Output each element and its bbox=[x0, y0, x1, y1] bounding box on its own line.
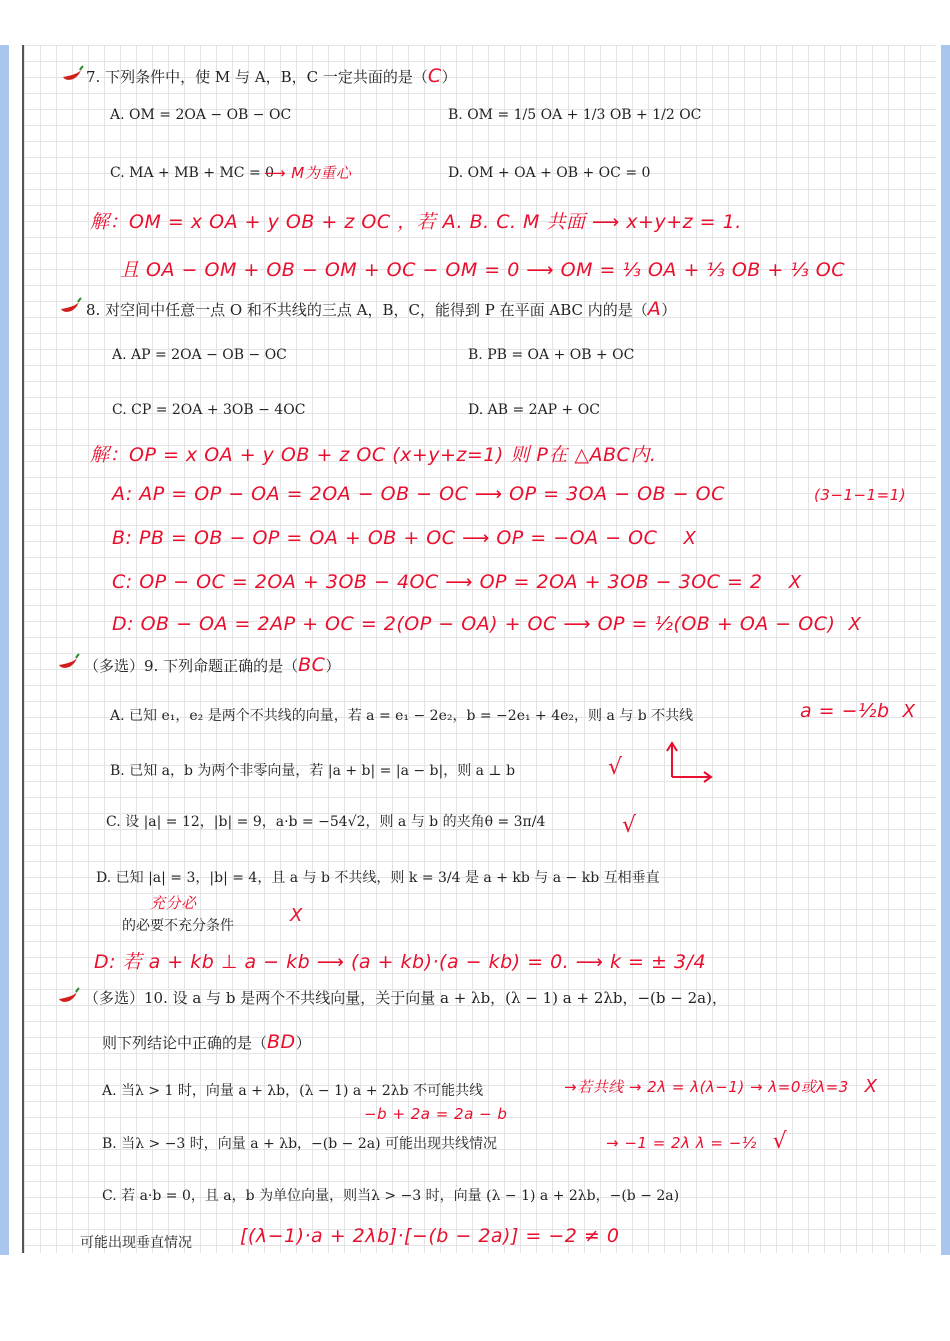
chili-pepper-icon bbox=[56, 653, 80, 671]
q8-option-d: D. AB = 2AP + OC bbox=[468, 402, 600, 418]
q8-solution-intro: 解：OP = x OA + y OB + z OC (x+y+z=1) 则 P在 △ABC内. bbox=[90, 444, 657, 466]
q7-option-d: D. OM + OA + OB + OC = 0 bbox=[448, 165, 651, 181]
q8-option-a: A. AP = 2OA − OB − OC bbox=[112, 347, 287, 363]
q7-option-b: B. OM = 1/5 OA + 1/3 OB + 1/2 OC bbox=[448, 107, 702, 123]
chili-pepper-icon bbox=[56, 987, 80, 1005]
chili-pepper-icon bbox=[58, 297, 82, 315]
q7-solution-line2: 且 OA − OM + OB − OM + OC − OM = 0 ⟶ OM = ⅓ OA + ⅓ OB + ⅓ OC bbox=[120, 259, 846, 281]
q10-stem-continued: 则下列结论中正确的是（BD） bbox=[102, 1031, 311, 1053]
right-blue-margin bbox=[941, 45, 950, 1255]
q9-option-a: A. 已知 e₁，e₂ 是两个不共线的向量，若 a = e₁ − 2e₂，b = −2e₁ + 4e₂，则 a 与 b 不共线 bbox=[110, 708, 694, 724]
q9-option-d: D. 已知 |a| = 3，|b| = 4，且 a 与 b 不共线，则 k = 3/4 是 a + kb 与 a − kb 互相垂直 bbox=[96, 870, 660, 886]
q9-b-check-mark: √ bbox=[608, 755, 623, 780]
q7-answer: C bbox=[427, 65, 442, 87]
q7-option-a: A. OM = 2OA − OB − OC bbox=[110, 107, 292, 123]
q9-option-b: B. 已知 a，b 为两个非零向量，若 |a + b| = |a − b|，则 a ⊥ b bbox=[110, 763, 516, 779]
q8-solution-c: C: OP − OC = 2OA + 3OB − 4OC ⟶ OP = 2OA + 3OB − 3OC = 2 X bbox=[112, 571, 802, 593]
q10-option-c-continued: 可能出现垂直情况 bbox=[80, 1235, 192, 1251]
q7-solution-line1: 解：OM = x OA + y OB + z OC ，若 A. B. C. M 共面 ⟶ x+y+z = 1. bbox=[90, 211, 742, 233]
q9-option-d-note: 充分必 bbox=[150, 894, 197, 912]
q8-d-cross-mark: X bbox=[848, 614, 862, 635]
q8-option-b: B. PB = OA + OB + OC bbox=[468, 347, 635, 363]
q10-answer: BD bbox=[267, 1031, 296, 1053]
perpendicular-arrows-icon bbox=[664, 739, 714, 783]
q8-solution-a: A: AP = OP − OA = 2OA − OB − OC ⟶ OP = 3OA − OB − OC bbox=[112, 483, 725, 505]
worksheet-page bbox=[22, 45, 936, 1253]
q9-answer: BC bbox=[298, 654, 326, 676]
q8-stem: 8. 对空间中任意一点 O 和不共线的三点 A，B，C，能得到 P 在平面 ABC 内的是（A） bbox=[86, 298, 677, 320]
q8-option-c: C. CP = 2OA + 3OB − 4OC bbox=[112, 402, 306, 418]
q10-option-a: A. 当λ > 1 时，向量 a + λb，(λ − 1) a + 2λb 不可能共线 bbox=[102, 1083, 484, 1099]
q10-option-c: C. 若 a·b = 0，且 a，b 为单位向量，则当λ > −3 时，向量 (λ − 1) a + 2λb，−(b − 2a) bbox=[102, 1188, 680, 1204]
q9-option-d-continued: 的必要不充分条件 bbox=[122, 918, 234, 934]
left-blue-margin bbox=[0, 45, 9, 1255]
q9-a-cross-mark: X bbox=[902, 701, 916, 722]
q8-solution-b: B: PB = OB − OP = OA + OB + OC ⟶ OP = −OA − OC X bbox=[112, 527, 697, 549]
chili-pepper-icon bbox=[60, 65, 84, 83]
q9-c-check-mark: √ bbox=[622, 813, 637, 838]
q10-option-c-note: [(λ−1)·a + 2λb]·[−(b − 2a)] = −2 ≠ 0 bbox=[240, 1225, 620, 1247]
q8-solution-a-note: (3−1−1=1) bbox=[814, 486, 907, 504]
q10-b-check-mark: √ bbox=[772, 1129, 788, 1154]
q8-c-cross-mark: X bbox=[788, 572, 802, 593]
q10-a-cross-mark: X bbox=[864, 1076, 878, 1097]
q10-option-b-note-top: −b + 2a = 2a − b bbox=[364, 1105, 508, 1123]
q9-option-a-note: a = −½b X bbox=[800, 700, 916, 722]
q7-option-c: C. MA + MB + MC = 0 bbox=[110, 165, 275, 181]
q7-stem: 7. 下列条件中，使 M 与 A，B，C 一定共面的是（C） bbox=[86, 65, 457, 87]
q9-solution-d: D: 若 a + kb ⊥ a − kb ⟶ (a + kb)·(a − kb) = 0. ⟶ k = ± 3/4 bbox=[94, 951, 707, 973]
q9-option-c: C. 设 |a| = 12，|b| = 9，a·b = −54√2，则 a 与 b 的夹角θ = 3π/4 bbox=[106, 814, 546, 830]
q8-solution-d: D: OB − OA = 2AP + OC = 2(OP − OA) + OC ⟶ OP = ½(OB + OA − OC) X bbox=[112, 613, 862, 635]
q9-d-cross-mark: X bbox=[290, 905, 303, 926]
q8-b-cross-mark: X bbox=[683, 528, 697, 549]
q10-option-b-note: → −1 = 2λ λ = −½ √ bbox=[606, 1129, 788, 1154]
q10-option-b: B. 当λ > −3 时，向量 a + λb，−(b − 2a) 可能出现共线情况 bbox=[102, 1136, 497, 1152]
q9-stem: （多选）9. 下列命题正确的是（BC） bbox=[84, 654, 341, 676]
q8-answer: A bbox=[647, 298, 662, 320]
q10-stem: （多选）10. 设 a 与 b 是两个不共线向量，关于向量 a + λb，(λ − 1) a + 2λb，−(b − 2a)， bbox=[84, 989, 727, 1007]
q10-option-a-note: →若共线 → 2λ = λ(λ−1) → λ=0或λ=3 X bbox=[564, 1076, 878, 1097]
q7-option-c-note: ⟶ M为重心 bbox=[264, 164, 352, 182]
